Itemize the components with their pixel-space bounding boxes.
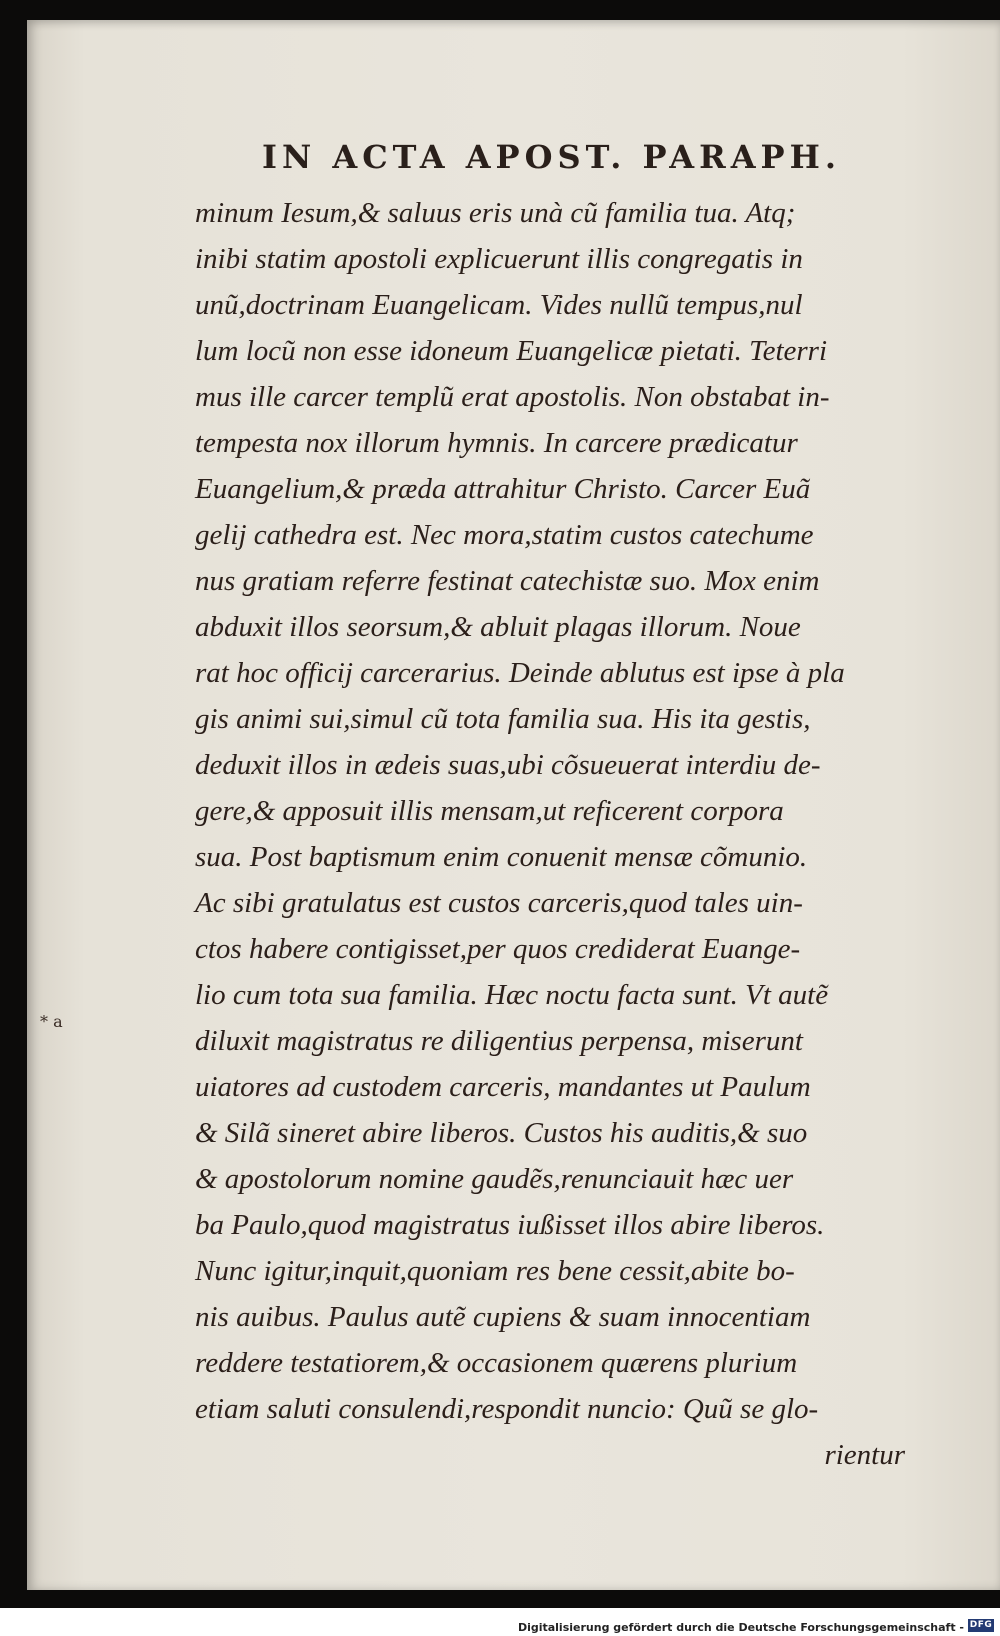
text-line: lio cum tota sua familia. Hæc noctu facta sunt. Vt autẽ xyxy=(195,979,829,1011)
text-line: Euangelium,& præda attrahitur Christo. Carcer Euã xyxy=(195,473,811,505)
text-line: abduxit illos seorsum,& abluit plagas illorum. Noue xyxy=(195,611,801,643)
text-line: ba Paulo,quod magistratus iußisset illos abire liberos. xyxy=(195,1209,825,1241)
text-line: nus gratiam referre festinat catechistæ suo. Mox enim xyxy=(195,565,820,597)
text-line: tempesta nox illorum hymnis. In carcere prædicatur xyxy=(195,427,798,459)
text-line: etiam saluti consulendi,respondit nuncio: Quũ se glo- xyxy=(195,1393,819,1425)
text-line: sua. Post baptismum enim conuenit mensæ cõmunio. xyxy=(195,841,808,873)
text-line: gere,& apposuit illis mensam,ut reficerent corpora xyxy=(195,795,784,827)
text-line: Ac sibi gratulatus est custos carceris,quod tales uin- xyxy=(195,887,803,919)
text-line: lum locũ non esse idoneum Euangelicæ pietati. Teterri xyxy=(195,335,828,367)
footer-credit: Digitalisierung gefördert durch die Deutsche Forschungsgemeinschaft - xyxy=(517,1621,964,1634)
text-line: gis animi sui,simul cũ tota familia sua. His ita gestis, xyxy=(195,703,811,735)
text-line: mus ille carcer templũ erat apostolis. Non obstabat in- xyxy=(195,381,830,413)
dfg-logo: DFG xyxy=(969,1620,993,1630)
text-line: Nunc igitur,inquit,quoniam res bene cessit,abite bo- xyxy=(195,1255,795,1287)
text-line: inibi statim apostoli explicuerunt illis congregatis in xyxy=(195,243,803,275)
text-line: diluxit magistratus re diligentius perpensa, miserunt xyxy=(195,1025,803,1057)
text-line: uiatores ad custodem carceris, mandantes ut Paulum xyxy=(195,1071,811,1103)
text-line: deduxit illos in ædeis suas,ubi cõsueuerat interdiu de- xyxy=(195,749,821,781)
text-line: & Silã sineret abire liberos. Custos his auditis,& suo xyxy=(195,1117,808,1149)
body-text xyxy=(195,190,915,1478)
text-line: ctos habere contigisset,per quos crediderat Euange- xyxy=(195,933,801,965)
text-line: minum Iesum,& saluus eris unà cũ familia tua. Atq; xyxy=(195,197,796,229)
text-line: gelij cathedra est. Nec mora,statim custos catechume xyxy=(195,519,814,551)
text-line: nis auibus. Paulus autẽ cupiens & suam innocentiam xyxy=(195,1301,811,1333)
text-line: reddere testatiorem,& occasionem quærens plurium xyxy=(195,1347,798,1379)
text-line: & apostolorum nomine gaudẽs,renunciauit hæc uer xyxy=(195,1163,794,1195)
text-line: rat hoc officij carcerarius. Deinde ablutus est ipse à pla xyxy=(195,657,845,689)
catchword: rientur xyxy=(824,1439,905,1471)
margin-mark: * a xyxy=(40,1012,63,1031)
text-line: unũ,doctrinam Euangelicam. Vides nullũ tempus,nul xyxy=(195,289,803,321)
running-head: IN ACTA APOST. PARAPH. xyxy=(262,138,841,176)
